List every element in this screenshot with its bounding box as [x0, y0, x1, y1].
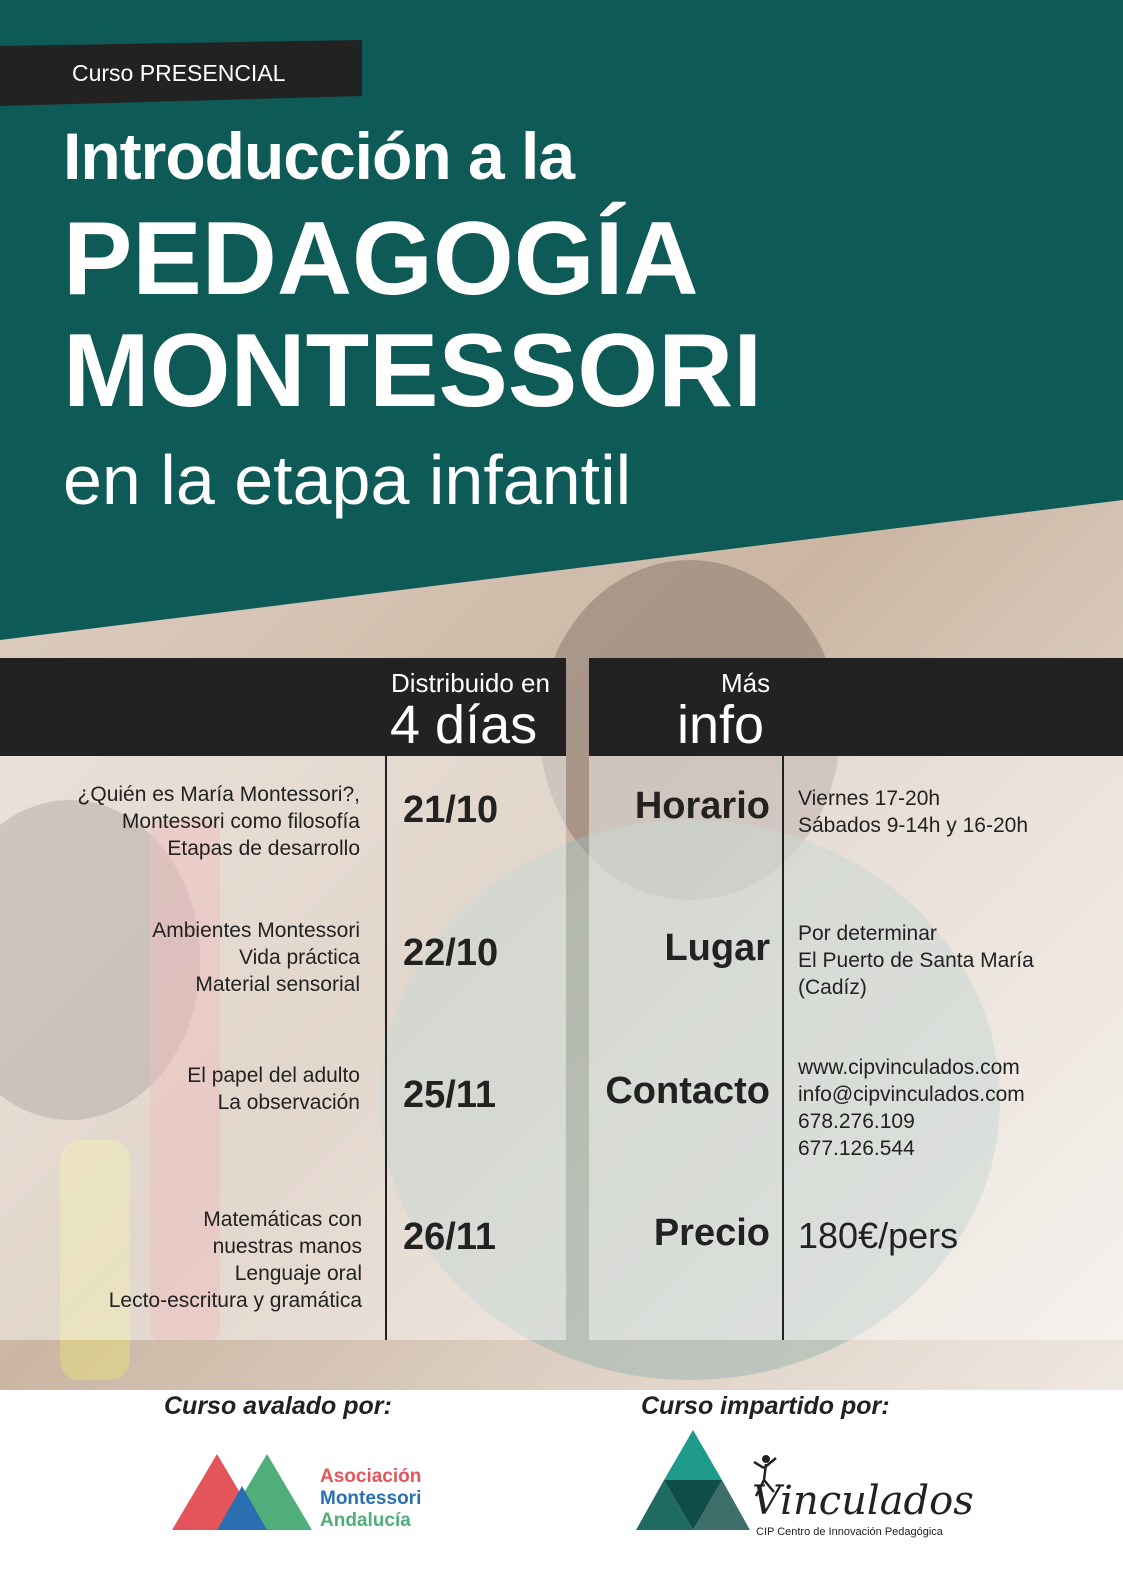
schedule-divider	[385, 756, 387, 1340]
schedule-header-big: 4 días	[390, 695, 538, 755]
course-type-label: Curso PRESENCIAL	[72, 60, 286, 86]
info-line: El Puerto de Santa María	[798, 949, 1034, 972]
am-logo-line: Asociación	[320, 1466, 422, 1487]
topic: Montessori como filosofía	[121, 810, 360, 833]
info-line: (Cadíz)	[798, 976, 867, 999]
info-line: Por determinar	[798, 922, 937, 945]
schedule-header-small: Distribuido en	[391, 668, 550, 698]
info-header	[589, 658, 1123, 756]
session-4-topics	[0, 1206, 362, 1314]
title-line-1: Introducción a la	[63, 119, 575, 193]
topic: Material sensorial	[195, 973, 360, 996]
endorsed-by-title: Curso avalado por:	[164, 1392, 392, 1420]
topic: Matemáticas con	[203, 1208, 362, 1231]
info-value-horario	[798, 785, 1028, 839]
topic: Lecto-escritura y gramática	[108, 1289, 362, 1312]
info-label-horario: Horario	[634, 785, 770, 827]
vinculados-pyramid-icon	[634, 1428, 752, 1532]
session-1-topics	[0, 781, 360, 862]
info-label-precio: Precio	[653, 1212, 770, 1254]
info-line: Sábados 9-14h y 16-20h	[798, 814, 1029, 837]
info-divider	[782, 756, 784, 1340]
title-line-4: en la etapa infantil	[63, 441, 632, 519]
title-line-3: MONTESSORI	[63, 313, 763, 429]
schedule-header	[0, 658, 566, 756]
info-value-lugar	[798, 920, 1034, 1001]
info-label-lugar: Lugar	[664, 927, 770, 969]
info-value-contacto	[798, 1054, 1025, 1162]
am-logo-line: Andalucía	[320, 1510, 411, 1531]
am-logo-text	[320, 1466, 421, 1532]
info-header-small: Más	[721, 668, 771, 698]
am-logo-line: Montessori	[320, 1488, 422, 1509]
website-link[interactable]: www.cipvinculados.com	[798, 1056, 1020, 1079]
phone-number: 677.126.544	[798, 1137, 915, 1160]
session-3-topics	[0, 1062, 360, 1116]
taught-by-title: Curso impartido por:	[641, 1392, 890, 1420]
title-line-2: PEDAGOGÍA	[63, 201, 699, 317]
session-2-date: 22/10	[403, 932, 499, 974]
topic: Lenguaje oral	[234, 1262, 362, 1285]
phone-number: 678.276.109	[798, 1110, 915, 1133]
topic: Vida práctica	[238, 946, 360, 969]
topic: La observación	[217, 1091, 360, 1114]
session-4-date: 26/11	[403, 1216, 496, 1258]
price: 180€/pers	[798, 1215, 959, 1256]
info-label-contacto: Contacto	[605, 1070, 770, 1112]
info-header-big: info	[677, 695, 765, 755]
session-3-date: 25/11	[403, 1074, 496, 1116]
vinculados-logo-name: Vinculados	[752, 1478, 974, 1524]
info-line: Viernes 17-20h	[798, 787, 941, 810]
session-1-date: 21/10	[403, 789, 499, 831]
topic: Ambientes Montessori	[152, 919, 360, 942]
info-value-precio	[798, 1216, 958, 1256]
session-2-topics	[0, 917, 360, 998]
topic: Etapas de desarrollo	[167, 837, 360, 860]
topic: nuestras manos	[212, 1235, 362, 1258]
topic: ¿Quién es María Montessori?,	[77, 783, 360, 806]
topic: El papel del adulto	[187, 1064, 360, 1087]
am-triangles-icon	[172, 1452, 312, 1532]
email-link[interactable]: info@cipvinculados.com	[798, 1083, 1025, 1106]
vinculados-logo-subtitle: CIP Centro de Innovación Pedagógica	[756, 1526, 943, 1538]
